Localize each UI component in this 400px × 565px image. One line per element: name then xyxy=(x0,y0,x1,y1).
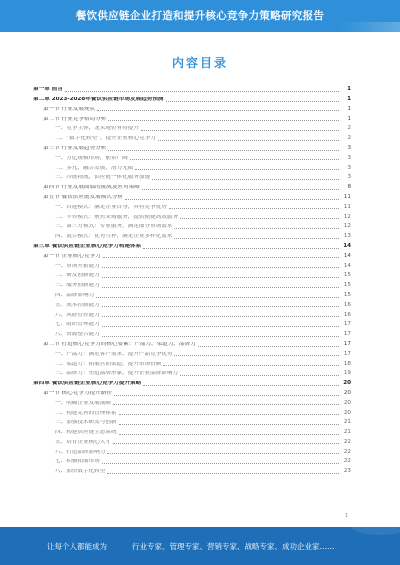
toc-leader-dots xyxy=(103,257,339,258)
toc-leader-dots xyxy=(114,395,339,396)
header-decoration xyxy=(340,22,400,32)
toc-entry-title: 第四章 餐饮供应链企业核心竞争力提升策略 xyxy=(33,381,142,387)
toc-entry[interactable] xyxy=(33,387,351,397)
toc-entry-page: 20 xyxy=(343,389,351,396)
toc-entry[interactable] xyxy=(33,103,351,113)
toc-entry-page: 20 xyxy=(343,399,351,406)
toc-leader-dots xyxy=(142,189,339,190)
toc-entry-title: 一、市场开拓能力 xyxy=(55,263,100,269)
toc-entry-page: 14 xyxy=(343,242,351,249)
toc-entry-page: 3 xyxy=(347,144,351,151)
toc-entry-title: 第二节 打造核心竞争力的核心要素：产品力、渠道力、品牌力 xyxy=(43,341,196,347)
toc-entry-page: 20 xyxy=(343,380,351,387)
toc-entry-title: 第一节 行业发展现状 xyxy=(43,106,96,112)
toc-entry-title: 二、研发创新能力 xyxy=(55,273,100,279)
toc-entry-page: 17 xyxy=(343,321,351,328)
toc-entry[interactable] xyxy=(33,416,351,426)
toc-entry[interactable] xyxy=(33,348,351,358)
toc-entry-page: 15 xyxy=(343,291,351,298)
toc-entry[interactable] xyxy=(33,191,351,201)
toc-entry[interactable] xyxy=(33,308,351,318)
toc-entry-page: 11 xyxy=(343,203,351,210)
toc-entry-title: 八、资源整合能力 xyxy=(55,332,100,338)
toc-leader-dots xyxy=(102,306,339,307)
toc-entry-page: 23 xyxy=(343,468,351,475)
toc-entry-title: 三、冷链物流，供应链一体化服务加速 xyxy=(55,175,151,181)
toc-leader-dots xyxy=(102,316,339,317)
toc-entry[interactable] xyxy=(33,93,351,103)
toc-entry[interactable] xyxy=(33,406,351,416)
toc-leader-dots xyxy=(119,424,339,425)
toc-entry-page: 21 xyxy=(343,429,351,436)
toc-entry-title: 二、“数字化转型”，提升企业核心竞争力 xyxy=(55,136,156,142)
toc-entry[interactable] xyxy=(33,142,351,152)
toc-entry-page: 11 xyxy=(343,193,351,200)
toc-leader-dots xyxy=(107,473,339,474)
toc-entry-title: 第三章 餐饮供应链企业核心竞争力构建体系 xyxy=(33,243,142,249)
toc-entry-title: 一、自建模式：满足企业自身，具有竞争优势 xyxy=(55,204,167,210)
toc-leader-dots xyxy=(174,355,339,356)
toc-leader-dots xyxy=(119,414,339,415)
toc-entry-page: 1 xyxy=(347,105,351,112)
toc-leader-dots xyxy=(113,404,339,405)
toc-entry-title: 一、竞争主体，龙头地位有待提升 xyxy=(55,126,139,132)
toc-leader-dots xyxy=(143,385,339,386)
toc-entry-title: 第一节 企业核心竞争力 xyxy=(43,253,101,259)
toc-entry[interactable] xyxy=(33,250,351,260)
toc-entry[interactable] xyxy=(33,465,351,475)
toc-entry[interactable] xyxy=(33,171,351,181)
toc-entry[interactable] xyxy=(33,259,351,269)
toc-entry-page: 3 xyxy=(347,174,351,181)
toc-leader-dots xyxy=(102,336,339,337)
toc-entry-title: 四、构建供应链生态系统 xyxy=(55,430,117,436)
toc-entry[interactable] xyxy=(33,210,351,220)
toc-entry-title: 二、平台模式：聚焦采购服务，提供便捷高效服务 xyxy=(55,214,179,220)
toc-leader-dots xyxy=(158,140,339,141)
toc-entry[interactable] xyxy=(33,367,351,377)
toc-leader-dots xyxy=(180,218,339,219)
toc-entry-page: 20 xyxy=(343,409,351,416)
toc-entry[interactable] xyxy=(33,181,351,191)
toc-entry-title: 三、品牌力：塑造品牌形象，提升企业品牌影响力 xyxy=(55,371,179,377)
toc-leader-dots xyxy=(102,287,339,288)
toc-entry-title: 五、成本控制能力 xyxy=(55,302,100,308)
toc-entry[interactable] xyxy=(33,279,351,289)
toc-leader-dots xyxy=(141,130,339,131)
report-title: 餐饮供应链企业打造和提升核心竞争力策略研究报告 xyxy=(75,10,325,22)
toc-leader-dots xyxy=(135,169,339,170)
toc-leader-dots xyxy=(107,453,339,454)
toc-entry[interactable] xyxy=(33,377,351,387)
toc-leader-dots xyxy=(174,238,339,239)
toc-entry[interactable] xyxy=(33,289,351,299)
toc-entry-title: 一、明确企业发展战略 xyxy=(55,400,111,406)
toc-entry-page: 15 xyxy=(343,272,351,279)
toc-leader-dots xyxy=(125,199,339,200)
toc-entry[interactable] xyxy=(33,436,351,446)
toc-entry-title: 第二章 2023-2028年餐饮供应链市场发展趋势预测 xyxy=(33,97,164,102)
toc-entry-page: 16 xyxy=(343,311,351,318)
toc-leader-dots xyxy=(97,110,339,111)
toc-entry[interactable] xyxy=(33,83,351,93)
toc-leader-dots xyxy=(152,179,339,180)
toc-entry[interactable] xyxy=(33,318,351,328)
toc-entry-title: 四、混合模式：优势互补，满足企业多样化需求 xyxy=(55,234,173,240)
toc-leader-dots xyxy=(174,228,339,229)
toc-entry-page: 1 xyxy=(347,86,351,93)
toc-entry-title: 第三节 行业发展趋势分析 xyxy=(43,145,107,151)
toc-entry-title: 第二节 行业竞争格局分析 xyxy=(43,116,107,122)
toc-entry-title: 七、积极拓展市场 xyxy=(55,459,100,465)
toc-leader-dots xyxy=(180,375,339,376)
toc-leader-dots xyxy=(108,150,339,151)
toc-entry-page: 16 xyxy=(343,301,351,308)
toc-entry-title: 八、加快数字化转型 xyxy=(55,469,106,475)
toc-leader-dots xyxy=(102,326,339,327)
footer-decoration xyxy=(350,515,400,535)
toc-entry[interactable] xyxy=(33,132,351,142)
toc-entry[interactable] xyxy=(33,397,351,407)
toc-leader-dots xyxy=(113,443,339,444)
toc-entry[interactable] xyxy=(33,161,351,171)
toc-entry-title: 三、服务创新能力 xyxy=(55,283,100,289)
toc-entry-page: 22 xyxy=(343,438,351,445)
toc-entry[interactable] xyxy=(33,152,351,162)
toc-entry-title: 第五节 餐饮供应链发展模式分析 xyxy=(43,194,124,200)
toc-entry-title: 第一节 核心竞争力提升路径 xyxy=(43,390,112,396)
toc-leader-dots xyxy=(143,248,339,249)
toc-leader-dots xyxy=(96,297,339,298)
toc-heading: 内容目录 xyxy=(171,56,228,70)
toc-entry-page: 18 xyxy=(343,360,351,367)
toc-entry[interactable] xyxy=(33,122,351,132)
toc-entry-title: 二、多元、融合发展，潜力无限 xyxy=(55,165,134,171)
toc-entry-page: 1 xyxy=(347,115,351,122)
toc-leader-dots xyxy=(102,267,339,268)
toc-entry-title: 五、培育企业核心人才 xyxy=(55,439,111,445)
toc-leader-dots xyxy=(130,159,339,160)
toc-entry-page: 12 xyxy=(343,213,351,220)
report-footer xyxy=(0,527,400,565)
toc-entry-page: 22 xyxy=(343,448,351,455)
toc-leader-dots xyxy=(163,365,339,366)
toc-entry-page: 2 xyxy=(347,125,351,132)
toc-leader-dots xyxy=(119,434,339,435)
toc-entry[interactable] xyxy=(33,445,351,455)
toc-entry[interactable] xyxy=(33,240,351,250)
toc-entry-title: 三、加强技术研发与创新 xyxy=(55,420,117,426)
toc-entry-page: 1 xyxy=(347,96,351,102)
toc-leader-dots xyxy=(102,463,339,464)
toc-entry-page: 2 xyxy=(347,135,351,142)
toc-leader-dots xyxy=(65,91,339,92)
toc-entry-title: 第四节 行业发展面临的挑战及应对策略 xyxy=(43,185,140,191)
toc-entry-page: 14 xyxy=(343,252,351,259)
toc-entry-title: 六、风险管控能力 xyxy=(55,312,100,318)
toc-entry-title: 七、组织管理能力 xyxy=(55,322,100,328)
footer-roles: 行业专家、管理专家、营销专家、战略专家、成功企业家…… xyxy=(132,542,335,551)
toc-leader-dots xyxy=(108,120,339,121)
toc-entry-title: 一、产品力：满足客户需求，提升产品竞争优势 xyxy=(55,351,173,357)
toc-entry[interactable] xyxy=(33,220,351,230)
toc-entry-title: 一、万亿规模市场，前景广阔 xyxy=(55,155,128,161)
toc-entry[interactable] xyxy=(33,357,351,367)
toc-entry-title: 三、第三方模式：专业服务，满足细分市场需求 xyxy=(55,224,173,230)
toc-entry-page: 17 xyxy=(343,331,351,338)
page-number: 1 xyxy=(344,513,348,519)
toc-entry-page: 8 xyxy=(347,184,351,191)
toc-entry[interactable] xyxy=(33,328,351,338)
toc-entry[interactable] xyxy=(33,269,351,279)
toc-entry[interactable] xyxy=(33,426,351,436)
toc-entry-page: 22 xyxy=(343,458,351,465)
toc-entry-page: 13 xyxy=(343,233,351,240)
report-header xyxy=(0,0,400,32)
toc-entry-title: 二、渠道力：拓展营销渠道，提升市场份额 xyxy=(55,361,162,367)
toc-entry-title: 六、打造品牌影响力 xyxy=(55,449,106,455)
toc-entry-page: 15 xyxy=(343,282,351,289)
toc-leader-dots xyxy=(102,277,339,278)
toc-entry-page: 19 xyxy=(343,370,351,377)
table-of-contents xyxy=(33,83,351,475)
toc-entry-page: 3 xyxy=(347,164,351,171)
toc-leader-dots xyxy=(166,101,339,102)
toc-entry[interactable] xyxy=(33,299,351,309)
toc-entry-page: 17 xyxy=(343,340,351,347)
toc-entry[interactable] xyxy=(33,230,351,240)
toc-entry[interactable] xyxy=(33,338,351,348)
toc-entry[interactable] xyxy=(33,201,351,211)
toc-entry[interactable] xyxy=(33,112,351,122)
toc-entry-page: 14 xyxy=(343,262,351,269)
toc-entry-page: 12 xyxy=(343,223,351,230)
toc-entry-page: 3 xyxy=(347,154,351,161)
toc-entry-page: 21 xyxy=(343,419,351,426)
toc-leader-dots xyxy=(198,346,339,347)
toc-leader-dots xyxy=(169,208,339,209)
toc-entry-title: 四、品牌影响力 xyxy=(55,292,95,298)
toc-entry-title: 第一章 前言 xyxy=(33,87,63,93)
toc-entry[interactable] xyxy=(33,455,351,465)
footer-slogan: 让每个人都能成为 xyxy=(47,542,107,551)
toc-entry-title: 二、构建完善的管理体系 xyxy=(55,410,117,416)
toc-entry-page: 17 xyxy=(343,350,351,357)
